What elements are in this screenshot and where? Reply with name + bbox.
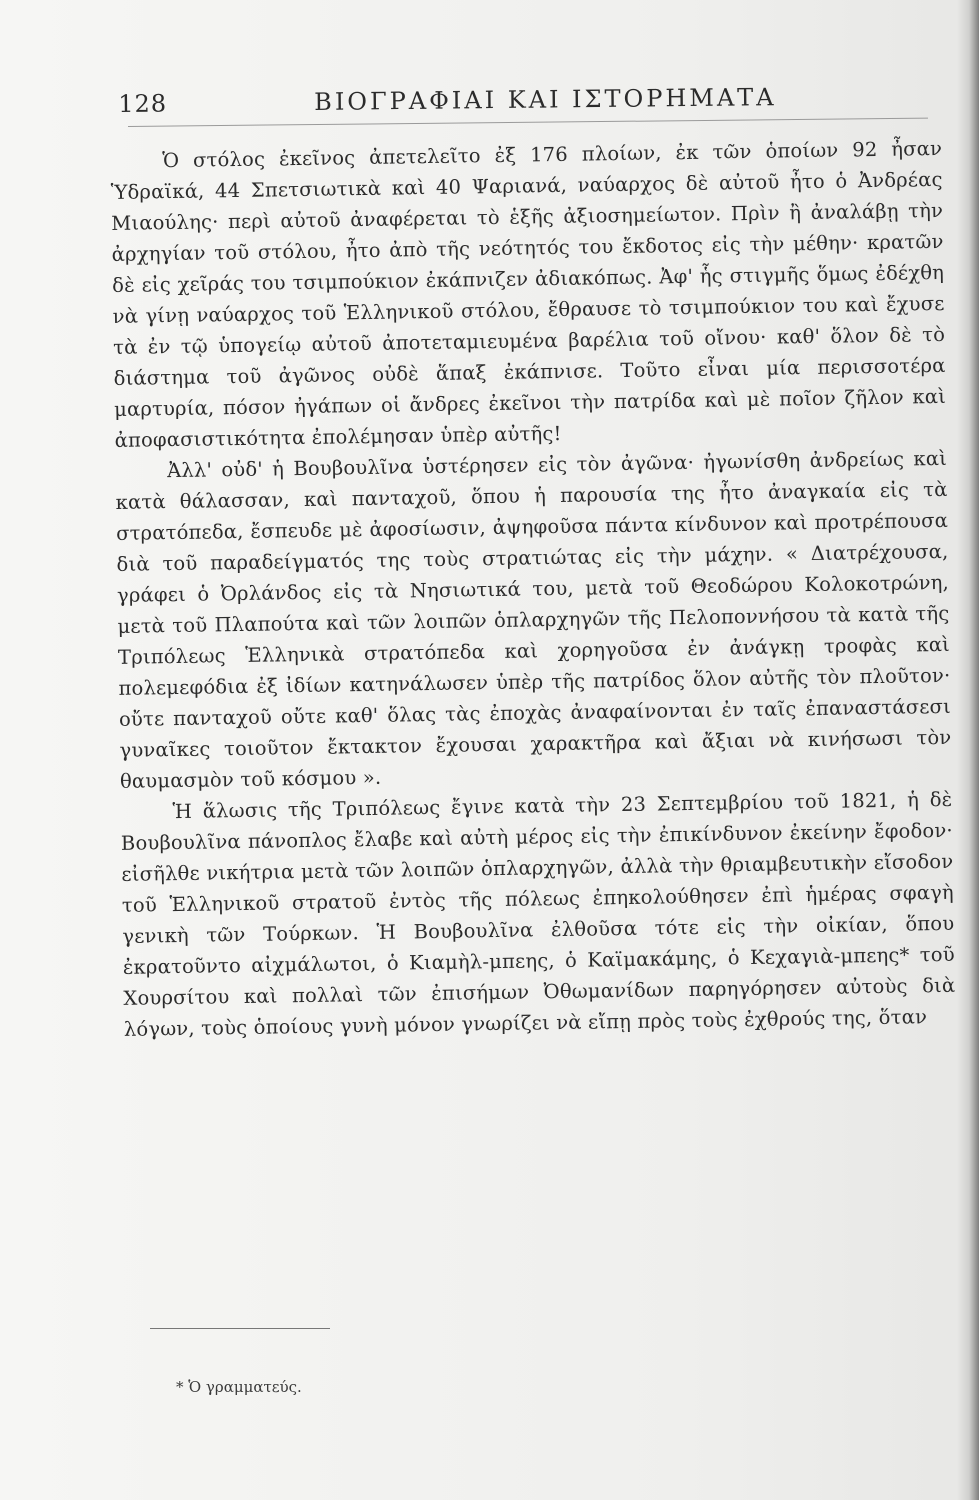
body-text bbox=[110, 133, 956, 1045]
page-edge-shadow bbox=[957, 0, 979, 1500]
page-number: 128 bbox=[118, 89, 168, 118]
paragraph: Ἡ ἅλωσις τῆς Τριπόλεως ἔγινε κατὰ τὴν 23 Σεπτεμβρίου τοῦ 1821, ἡ δὲ Βουβουλῖνα πάνοπλος ἔλαβε καὶ αὐτὴ μέρος εἰς τὴν ἐπικίνδυνον ἐκείνην ἔφοδον· εἰσῆλθε νικήτρια μετὰ τῶν λοιπῶν ὁπλαρχηγῶν, ἀλλὰ τὴν θριαμβευτικὴν εἴσοδον τοῦ Ἑλληνικοῦ στρατοῦ ἐντὸς τῆς πόλεως ἐπηκολούθησεν ἐπὶ ἡμέρας σφαγὴ γενικὴ τῶν Τούρκων. Ἡ Βουβουλῖνα ἐλθοῦσα τότε εἰς τὴν οἰκίαν, ὅπου ἐκρατοῦντο αἰχμάλωτοι, ὁ Κιαμὴλ-μπεης, ὁ Καϊμακάμης, ὁ Κεχαγιὰ-μπεης* τοῦ Χουρσίτου καὶ πολλαὶ τῶν ἐπισήμων Ὀθωμανίδων παρηγόρησεν αὐτοὺς διὰ λόγων, τοὺς ὁποίους γυνὴ μόνον γνωρίζει νὰ εἴπῃ πρὸς τοὺς ἐχθρούς της, ὅταν bbox=[120, 787, 956, 1041]
running-head bbox=[118, 73, 938, 122]
paragraph: Ὁ στόλος ἐκεῖνος ἀπετελεῖτο ἐξ 176 πλοίων, ἐκ τῶν ὁποίων 92 ἦσαν Ὑδραϊκά, 44 Σπετσιωτικὰ καὶ 40 Ψαριανά, ναύαρχος δὲ αὐτοῦ ἦτο ὁ Ἀνδρέας Μιαούλης· περὶ αὐτοῦ ἀναφέρεται τὸ ἑξῆς ἀξιοσημείωτον. Πρὶν ἢ ἀναλάβῃ τὴν ἀρχηγίαν τοῦ στόλου, ἦτο ἀπὸ τῆς νεότητός του ἔκδοτος εἰς τὴν μέθην· κρατῶν δὲ εἰς χεῖράς του τσιμπούκιον ἐκάπνιζεν ἀδιακόπως. Ἀφ' ἧς στιγμῆς ὅμως ἐδέχθη νὰ γίνῃ ναύαρχος τοῦ Ἑλληνικοῦ στόλου, ἔθραυσε τὸ τσιμπούκιον του καὶ ἔχυσε τὰ ἐν τῷ ὑπογείῳ αὐτοῦ ἀποτεταμιευμένα βαρέλια τοῦ οἴνου· καθ' ὅλον δὲ τὸ διάστημα τοῦ ἀγῶνος οὐδὲ ἅπαξ ἐκάπνισε. Τοῦτο εἶναι μία περισσοτέρα μαρτυρία, πόσον ἠγάπων οἱ ἄνδρες ἐκεῖνοι τὴν πατρίδα καὶ μὲ ποῖον ζῆλον καὶ ἀποφασιστικότητα ἐπολέμησαν ὑπὲρ αὐτῆς! bbox=[110, 136, 947, 452]
footnote-rule bbox=[150, 1328, 330, 1329]
running-title: ΒΙΟΓΡΑΦΙΑΙ ΚΑΙ ΙΣΤΟΡΗΜΑΤΑ bbox=[314, 83, 777, 116]
paragraph: Ἀλλ' οὐδ' ἡ Βουβουλῖνα ὑστέρησεν εἰς τὸν ἀγῶνα· ἠγωνίσθη ἀνδρείως καὶ κατὰ θάλασσαν, καὶ πανταχοῦ, ὅπου ἡ παρουσία της ἦτο ἀναγκαία εἰς τὰ στρατόπεδα, ἔσπευδε μὲ ἀφοσίωσιν, ἀψηφοῦσα πάντα κίνδυνον καὶ προτρέπουσα διὰ τοῦ παραδείγματός της τοὺς στρατιώτας εἰς τὴν μάχην. « Διατρέχουσα, γράφει ὁ Ὀρλάνδος εἰς τὰ Νησιωτικά του, μετὰ τοῦ Θεοδώρου Κολοκοτρώνη, μετὰ τοῦ Πλαπούτα καὶ τῶν λοιπῶν ὁπλαρχηγῶν τῆς Πελοποννήσου τὰ κατὰ τῆς Τριπόλεως Ἑλληνικὰ στρατόπεδα καὶ χορηγοῦσα ἐν ἀνάγκῃ τροφὰς καὶ πολεμεφόδια ἐξ ἰδίων κατηνάλωσεν ὑπὲρ τῆς πατρίδος ὅλον αὐτῆς τὸν πλοῦτον· οὔτε πανταχοῦ οὔτε καθ' ὅλας τὰς ἐποχὰς ἀναφαίνονται ἐν ταῖς ἐπαναστάσεσι γυναῖκες τοιοῦτον ἔκτακτον ἔχουσαι χαρακτῆρα καὶ ἄξιαι νὰ κινήσωσι τὸν θαυμασμὸν τοῦ κόσμου ». bbox=[115, 446, 952, 793]
footnote: * Ὁ γραμματεύς. bbox=[176, 1378, 302, 1396]
